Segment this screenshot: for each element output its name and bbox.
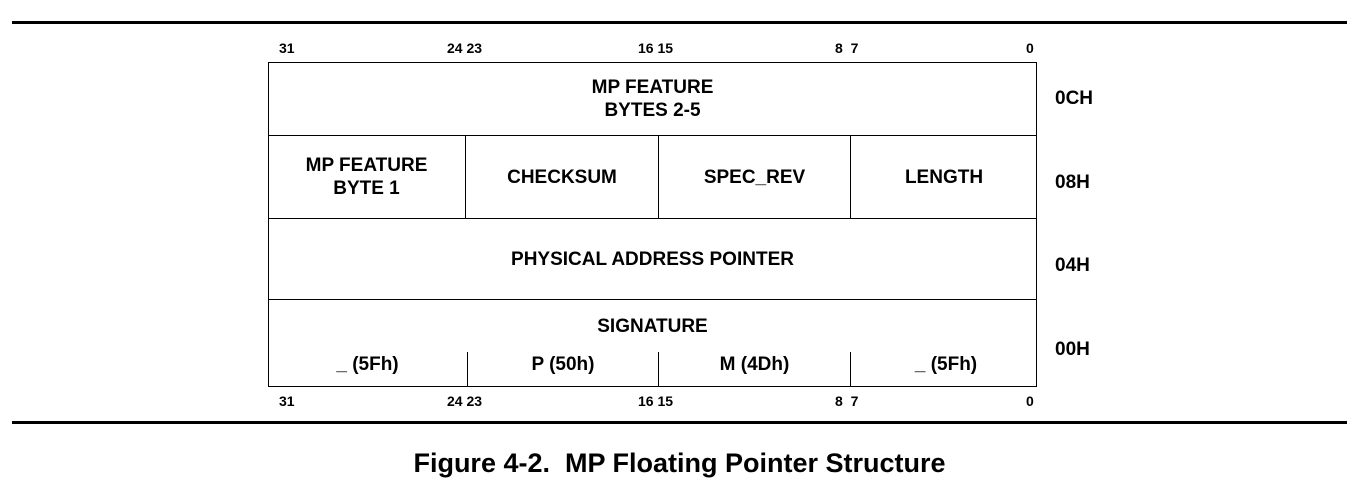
top-rule (12, 21, 1347, 24)
bit-label-bottom-8-7: 8 7 (835, 393, 859, 409)
bit-label-top-24-23: 24 23 (447, 40, 483, 56)
row-separator-3 (268, 299, 1037, 300)
offset-08h: 08H (1055, 172, 1090, 193)
offset-0ch: 0CH (1055, 88, 1094, 109)
field-mp-feature-bytes-2-5-line1: MP FEATURE (591, 76, 714, 98)
signature-byte-3: _ (5Fh) (336, 353, 399, 375)
field-mp-feature-bytes-2-5-line2: BYTES 2-5 (604, 99, 701, 121)
offset-04h: 04H (1055, 255, 1090, 276)
bottom-rule (12, 421, 1347, 424)
field-mp-feature-byte-1 (268, 136, 465, 218)
field-mp-feature-bytes-2-5 (268, 62, 1037, 135)
field-mp-feature-byte-1-line1: MP FEATURE (305, 155, 428, 176)
field-signature-label: SIGNATURE (597, 315, 708, 337)
field-checksum: CHECKSUM (507, 166, 617, 188)
signature-byte-1: M (4Dh) (719, 353, 790, 375)
bit-label-bottom-16-15: 16 15 (638, 393, 674, 409)
bit-label-bottom-0: 0 (1026, 393, 1034, 409)
offset-00h: 00H (1055, 339, 1090, 360)
signature-byte-2: P (50h) (531, 353, 595, 375)
field-spec-rev: SPEC_REV (703, 166, 806, 188)
bit-label-bottom-31: 31 (279, 393, 295, 409)
field-length: LENGTH (904, 166, 984, 188)
bit-label-top-8-7: 8 7 (835, 40, 859, 56)
field-mp-feature-byte-1-line2: BYTE 1 (333, 178, 400, 199)
bit-label-bottom-24-23: 24 23 (447, 393, 483, 409)
bit-label-top-0: 0 (1026, 40, 1034, 56)
bit-label-top-31: 31 (279, 40, 295, 56)
field-physical-address-pointer: PHYSICAL ADDRESS POINTER (511, 248, 794, 270)
bit-label-top-16-15: 16 15 (638, 40, 674, 56)
signature-byte-0: _ (5Fh) (914, 353, 978, 375)
figure-caption: Figure 4-2. MP Floating Pointer Structure (413, 448, 946, 478)
